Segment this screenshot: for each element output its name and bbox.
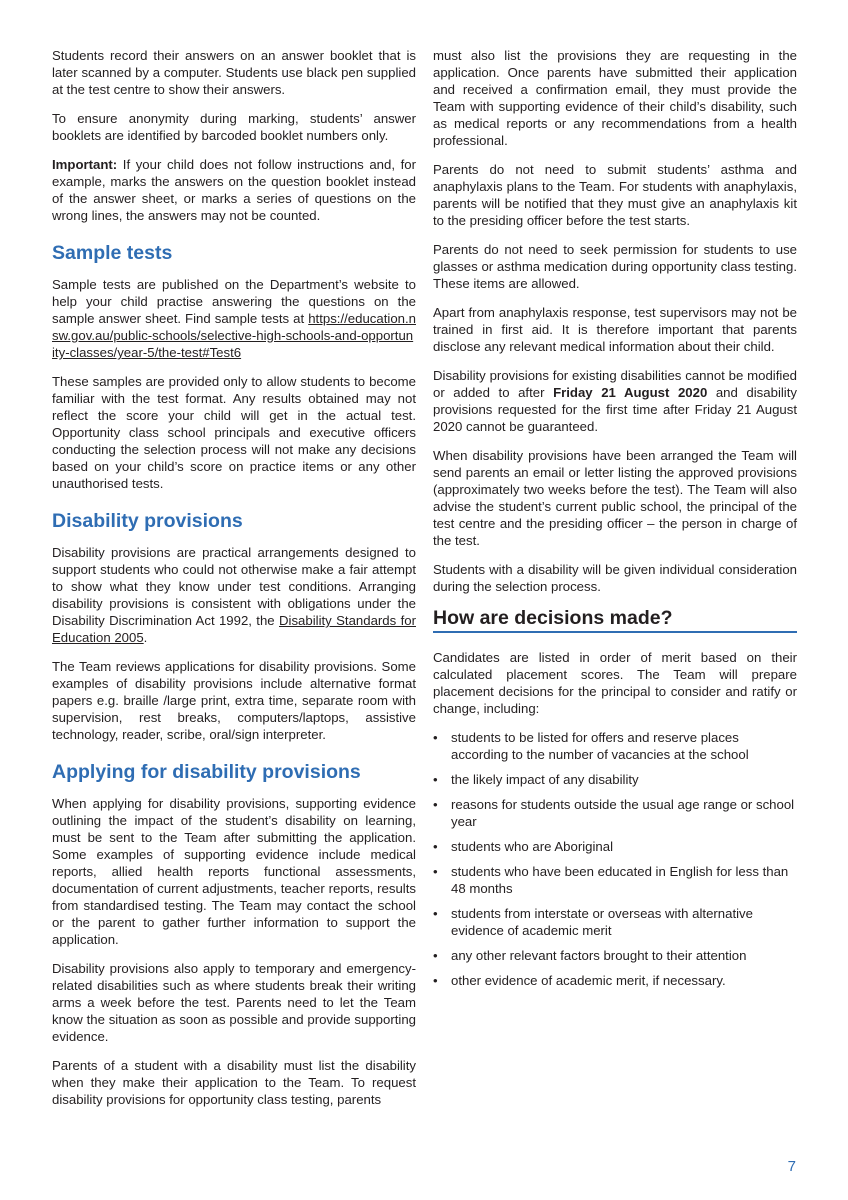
bullet-icon: • [433, 906, 438, 921]
heading-sample-tests: Sample tests [52, 242, 173, 264]
bullet-icon: • [433, 864, 438, 879]
list-item [433, 838, 797, 855]
paragraph-list-provisions: must also list the provisions they are requesting in the application. Once parents have submitted their application and received a confirmation email, they must provide the Team with supporting evidence of their child’s disability, such as medical reports or any recommendations from a health professional. [433, 48, 797, 148]
page-number: 7 [787, 1158, 796, 1175]
paragraph-disability-definition [52, 544, 416, 646]
bullet-icon: • [433, 730, 438, 745]
list-item [433, 863, 797, 897]
paragraph-list-disability: Parents of a student with a disability must list the disability when they make their application to the Team. To request disability provisions for opportunity class testing, parents [52, 1058, 416, 1107]
heading-how-decisions-made: How are decisions made? [433, 607, 797, 633]
paragraph-merit-order: Candidates are listed in order of merit based on their calculated placement scores. The Team will prepare placement decisions for the principal to consider and ratify or change, including: [433, 650, 797, 716]
heading-disability-provisions: Disability provisions [52, 510, 243, 532]
deadline-text-a: Disability provisions for existing disabilities cannot be modified or added to after [433, 368, 797, 400]
right-column [433, 47, 797, 997]
list-item-text: students who have been educated in English for less than 48 months [451, 864, 789, 896]
list-item [433, 771, 797, 788]
list-item-text: students from interstate or overseas with alternative evidence of academic merit [451, 906, 753, 938]
bullet-icon: • [433, 772, 438, 787]
paragraph-glasses-medication: Parents do not need to seek permission for students to use glasses or asthma medication during opportunity class testing. These items are allowed. [433, 242, 797, 291]
paragraph-sample-tests [52, 276, 416, 361]
paragraph-supporting-evidence: When applying for disability provisions, supporting evidence outlining the impact of the student’s disability on learning, must be sent to the Team after submitting the application. Some examples of supporting evidence include medical reports, allied health reports functional assessments, documentation of current adjustments, teacher reports, results from standardised testing. The Team may contact the school or the parent to gather further information to support the application. [52, 796, 416, 947]
paragraph-deadline [433, 367, 797, 435]
paragraph-sample-results: These samples are provided only to allow students to become familiar with the test format. Any results obtained may not reflect the score your child will get in the actual test. Opportunity class school principals and executive officers conducting the selection process will not make any decisions based on your child’s score on practice items or any other unauthorised tests. [52, 374, 416, 491]
paragraph-answer-booklet: Students record their answers on an answer booklet that is later scanned by a computer. Students use black pen supplied at the test centre to show their answers. [52, 48, 416, 97]
paragraph-temporary-disabilities: Disability provisions also apply to temporary and emergency-related disabilities such as where students break their writing arms a week before the test. Parents need to let the Team know the situation as soon as possible and provide supporting evidence. [52, 961, 416, 1044]
sample-tests-link[interactable]: https://education.nsw.gov.au/public-schools/selective-high-schools-and-opportunity-classes/year-5/the-test#Test6 [52, 311, 416, 360]
important-text: If your child does not follow instructions and, for example, marks the answers on the question booklet instead of the answer sheet, or marks a series of questions on the wrong lines, the answers may not be counted. [52, 157, 416, 223]
list-item-text: students to be listed for offers and reserve places according to the number of vacancies at the school [451, 730, 749, 762]
list-item-text: students who are Aboriginal [451, 839, 614, 854]
list-item [433, 972, 797, 989]
deadline-text-b: and disability provisions requested for the first time after Friday 21 August 2020 cannot be guaranteed. [433, 385, 797, 434]
paragraph-individual-consideration: Students with a disability will be given individual consideration during the selection process. [433, 562, 797, 594]
paragraph-provisions-arranged: When disability provisions have been arranged the Team will send parents an email or letter listing the approved provisions (approximately two weeks before the test). The Team will also advise the student’s current public school, the principal of the test centre and the presiding officer – the person in charge of the test. [433, 448, 797, 548]
bullet-icon: • [433, 973, 438, 988]
bullet-icon: • [433, 839, 438, 854]
list-item [433, 729, 797, 763]
bullet-icon: • [433, 797, 438, 812]
list-item [433, 947, 797, 964]
paragraph-first-aid: Apart from anaphylaxis response, test supervisors may not be trained in first aid. It is therefore important that parents disclose any relevant medical information about their child. [433, 305, 797, 354]
important-label: Important: [52, 157, 118, 172]
disability-definition-end: . [143, 630, 148, 645]
paragraph-team-reviews: The Team reviews applications for disability provisions. Some examples of disability provisions include alternative format papers e.g. braille /large print, extra time, separate room with supervision, rest breaks, computers/laptops, assistive technology, reader, scribe, oral/sign interpreter. [52, 659, 416, 742]
paragraph-asthma-plans: Parents do not need to submit students’ asthma and anaphylaxis plans to the Team. For students with anaphylaxis, parents will be notified that they must give an anaphylaxis kit to the presiding officer before the test starts. [433, 162, 797, 228]
disability-standards-link[interactable]: Disability Standards for Education 2005 [52, 613, 416, 645]
list-item-text: any other relevant factors brought to their attention [451, 948, 747, 963]
paragraph-important [52, 156, 416, 224]
decision-factors-list [433, 729, 797, 989]
left-column [52, 47, 416, 1120]
list-item [433, 905, 797, 939]
list-item-text: reasons for students outside the usual age range or school year [451, 797, 795, 829]
paragraph-anonymity: To ensure anonymity during marking, students’ answer booklets are identified by barcoded booklet numbers only. [52, 111, 416, 143]
list-item-text: other evidence of academic merit, if necessary. [451, 973, 726, 988]
deadline-date: Friday 21 August 2020 [553, 385, 708, 400]
list-item [433, 796, 797, 830]
heading-applying-disability: Applying for disability provisions [52, 761, 361, 783]
disability-definition-text: Disability provisions are practical arrangements designed to support students who could not otherwise make a fair attempt to show what they know under test conditions. Arranging disability provisions is consistent with obligations under the Disability Discrimination Act 1992, the [52, 545, 416, 628]
sample-tests-text: Sample tests are published on the Department’s website to help your child practise answering the questions on the sample answer sheet. Find sample tests at [52, 277, 416, 326]
bullet-icon: • [433, 948, 438, 963]
list-item-text: the likely impact of any disability [451, 772, 639, 787]
